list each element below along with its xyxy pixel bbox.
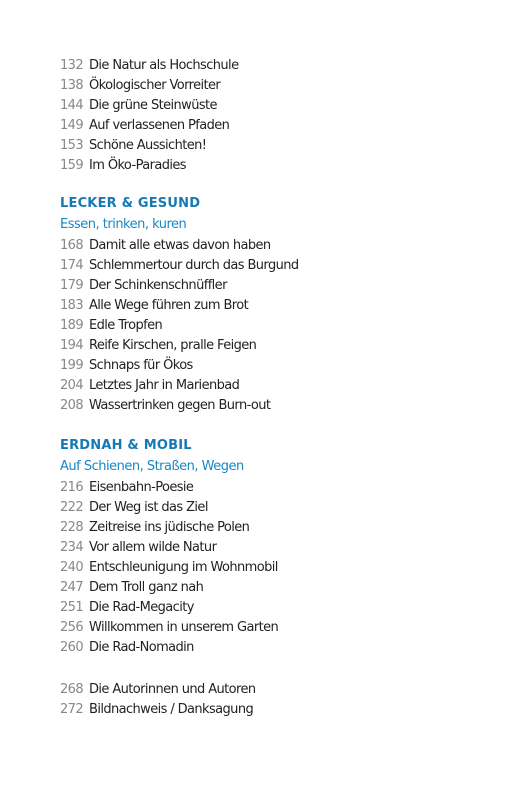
entry-title: Letztes Jahr in Marienbad xyxy=(89,378,240,393)
toc-entry[interactable] xyxy=(60,116,490,136)
toc-entry[interactable] xyxy=(60,56,490,76)
entry-title: Der Schinkenschnüffler xyxy=(89,278,227,293)
page-number: 260 xyxy=(60,640,84,655)
entry-title: Die Autorinnen und Autoren xyxy=(89,682,256,697)
toc-entry[interactable] xyxy=(60,680,490,700)
entry-title: Auf verlassenen Pfaden xyxy=(89,118,230,133)
toc-entry[interactable] xyxy=(60,396,490,416)
toc-entry[interactable] xyxy=(60,578,490,598)
section-subheading: Essen, trinken, kuren xyxy=(60,217,187,232)
entry-title: Ökologischer Vorreiter xyxy=(89,78,221,93)
entry-title: Entschleunigung im Wohnmobil xyxy=(89,560,278,575)
entry-title: Wassertrinken gegen Burn-out xyxy=(89,398,271,413)
entry-title: Vor allem wilde Natur xyxy=(89,540,217,555)
toc-entry[interactable] xyxy=(60,236,490,256)
entry-title: Schlemmertour durch das Burgund xyxy=(89,258,299,273)
page-number: 256 xyxy=(60,620,84,635)
toc-entry[interactable] xyxy=(60,316,490,336)
page-number: 132 xyxy=(60,58,84,73)
toc-entry[interactable] xyxy=(60,336,490,356)
page-number: 138 xyxy=(60,78,84,93)
toc-entry[interactable] xyxy=(60,256,490,276)
page-number: 189 xyxy=(60,318,84,333)
toc-entry[interactable] xyxy=(60,76,490,96)
page-number: 149 xyxy=(60,118,84,133)
toc-entry[interactable] xyxy=(60,558,490,578)
toc-entry[interactable] xyxy=(60,498,490,518)
page-number: 144 xyxy=(60,98,84,113)
page-number: 204 xyxy=(60,378,84,393)
page-number: 183 xyxy=(60,298,84,313)
toc-entry[interactable] xyxy=(60,638,490,658)
page-number: 251 xyxy=(60,600,84,615)
page-number: 247 xyxy=(60,580,84,595)
page-number: 272 xyxy=(60,702,84,717)
page-number: 240 xyxy=(60,560,84,575)
page-number: 153 xyxy=(60,138,84,153)
toc-entry[interactable] xyxy=(60,598,490,618)
entry-title: Willkommen in unserem Garten xyxy=(89,620,279,635)
entry-title: Die grüne Steinwüste xyxy=(89,98,217,113)
page-number: 159 xyxy=(60,158,84,173)
page-number: 216 xyxy=(60,480,84,495)
toc-entry[interactable] xyxy=(60,296,490,316)
page-number: 179 xyxy=(60,278,84,293)
entry-title: Im Öko-Paradies xyxy=(89,158,186,173)
toc-entry[interactable] xyxy=(60,618,490,638)
section-subheading: Auf Schienen, Straßen, Wegen xyxy=(60,459,244,474)
entry-title: Damit alle etwas davon haben xyxy=(89,238,271,253)
page-number: 228 xyxy=(60,520,84,535)
page-number: 174 xyxy=(60,258,84,273)
toc-entry[interactable] xyxy=(60,478,490,498)
toc-entry[interactable] xyxy=(60,538,490,558)
entry-title: Alle Wege führen zum Brot xyxy=(89,298,249,313)
toc-entry[interactable] xyxy=(60,700,490,720)
entry-title: Schnaps für Ökos xyxy=(89,358,193,373)
entry-title: Die Natur als Hochschule xyxy=(89,58,239,73)
toc-end-list xyxy=(60,680,490,720)
entry-title: Schöne Aussichten! xyxy=(89,138,207,153)
toc-entry[interactable] xyxy=(60,96,490,116)
toc-top-list xyxy=(60,56,490,176)
entry-title: Dem Troll ganz nah xyxy=(89,580,204,595)
entry-title: Die Rad-Nomadin xyxy=(89,640,194,655)
section-erdnah-mobil xyxy=(60,436,490,658)
toc-entry[interactable] xyxy=(60,156,490,176)
page-number: 168 xyxy=(60,238,84,253)
entry-title: Der Weg ist das Ziel xyxy=(89,500,208,515)
page-number: 199 xyxy=(60,358,84,373)
entry-title: Die Rad-Megacity xyxy=(89,600,194,615)
entry-title: Bildnachweis / Danksagung xyxy=(89,702,254,717)
entry-title: Eisenbahn-Poesie xyxy=(89,480,194,495)
page-number: 222 xyxy=(60,500,84,515)
page-number: 208 xyxy=(60,398,84,413)
entry-title: Reife Kirschen, pralle Feigen xyxy=(89,338,257,353)
page-number: 268 xyxy=(60,682,84,697)
toc-entry[interactable] xyxy=(60,136,490,156)
entry-title: Zeitreise ins jüdische Polen xyxy=(89,520,250,535)
section-heading: ERDNAH & MOBIL xyxy=(60,438,192,453)
toc-entry[interactable] xyxy=(60,376,490,396)
toc-entry[interactable] xyxy=(60,518,490,538)
section-lecker-gesund xyxy=(60,194,490,416)
entry-title: Edle Tropfen xyxy=(89,318,163,333)
toc-entry[interactable] xyxy=(60,356,490,376)
section-heading: LECKER & GESUND xyxy=(60,196,201,211)
toc-entry[interactable] xyxy=(60,276,490,296)
page-number: 194 xyxy=(60,338,84,353)
page-number: 234 xyxy=(60,540,84,555)
